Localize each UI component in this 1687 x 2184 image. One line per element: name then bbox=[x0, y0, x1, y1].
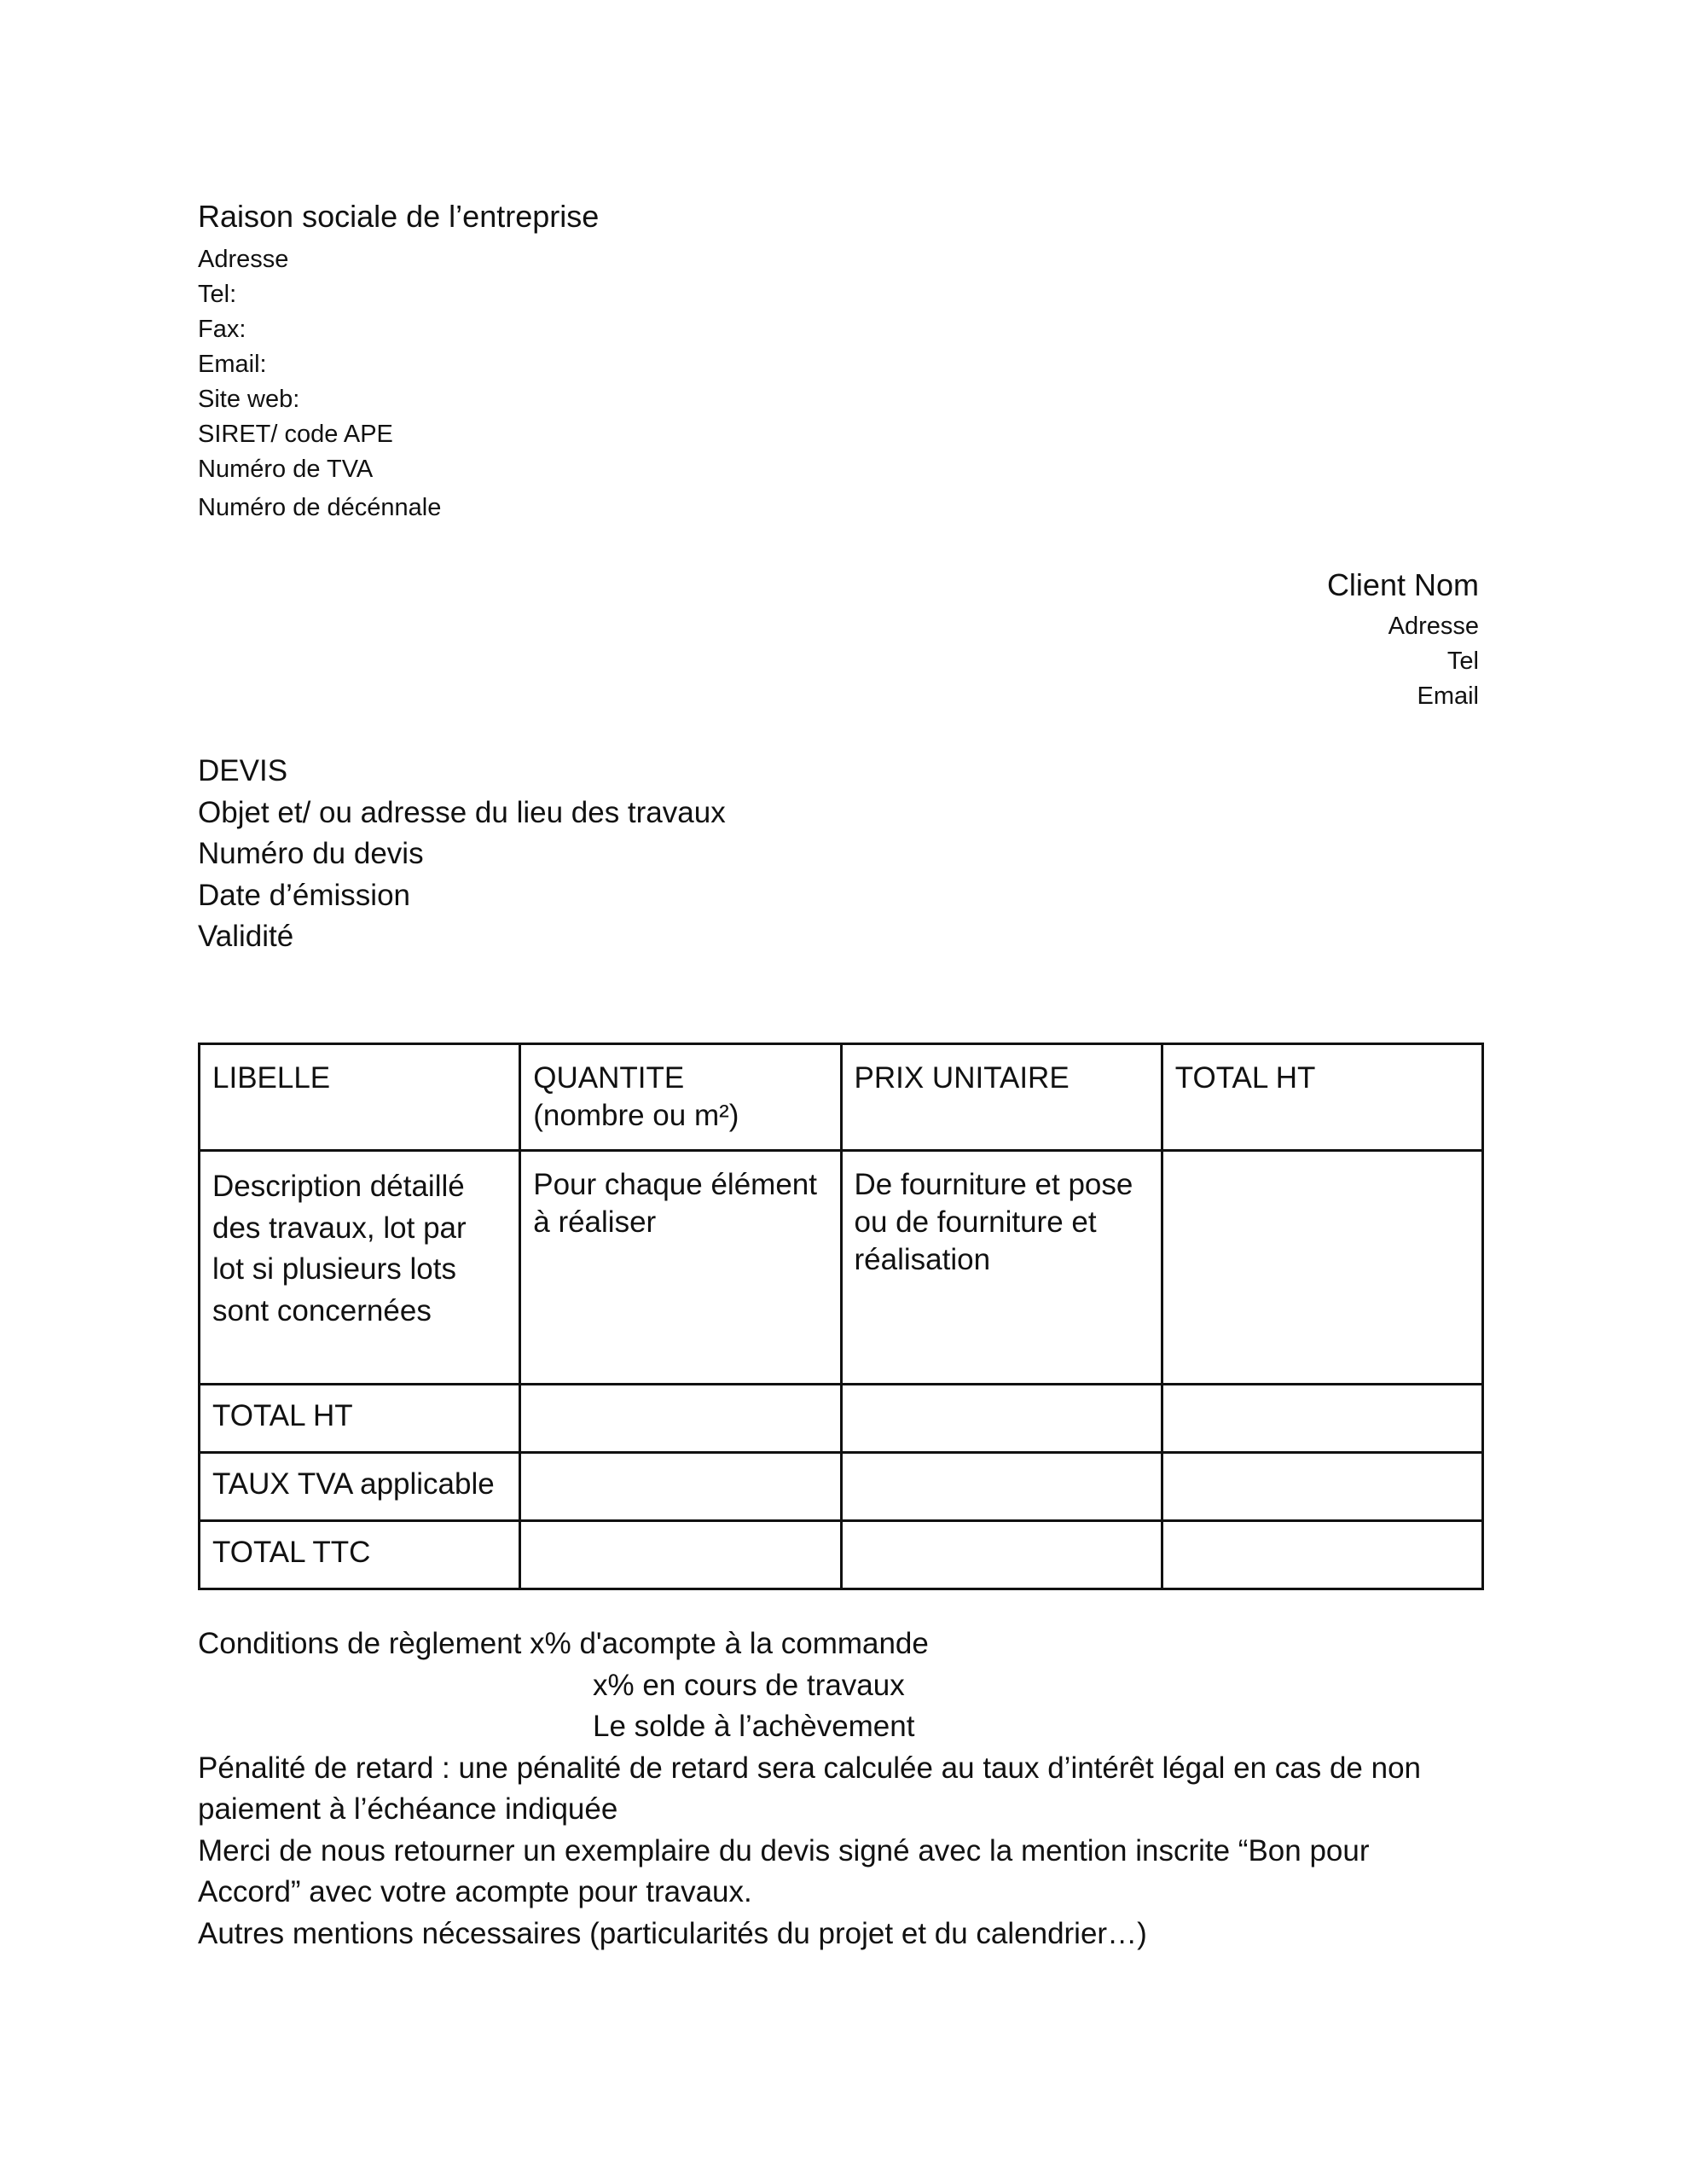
quote-date: Date d’émission bbox=[198, 878, 410, 912]
client-name: Client Nom bbox=[1326, 567, 1479, 602]
cell-empty bbox=[1162, 1385, 1482, 1453]
return-instructions-line: Accord” avec votre acompte pour travaux. bbox=[198, 1875, 752, 1908]
company-website: Site web: bbox=[198, 386, 300, 413]
client-tel: Tel bbox=[1446, 648, 1479, 675]
row-label-total-ttc: TOTAL TTC bbox=[200, 1521, 520, 1589]
cell-description: Description détaillé des travaux, lot par lot si plusieurs lots sont concernées bbox=[200, 1151, 520, 1385]
row-label-vat-rate: TAUX TVA applicable bbox=[200, 1453, 520, 1521]
cell-empty bbox=[520, 1453, 841, 1521]
cell-quantity: Pour chaque élément à réaliser bbox=[520, 1151, 841, 1385]
cell-empty bbox=[841, 1385, 1162, 1453]
payment-terms-line: Conditions de règlement x% d'acompte à la commande bbox=[198, 1627, 929, 1660]
company-siret: SIRET/ code APE bbox=[198, 421, 393, 448]
header-cell-label: LIBELLE bbox=[200, 1044, 520, 1151]
cell-unit-price: De fourniture et pose ou de fourniture et réalisation bbox=[841, 1151, 1162, 1385]
quote-title: DEVIS bbox=[198, 754, 288, 787]
cell-empty bbox=[1162, 1521, 1482, 1589]
cell-empty bbox=[841, 1521, 1162, 1589]
return-instructions-line: Merci de nous retourner un exemplaire du devis signé avec la mention inscrite “Bon pour bbox=[198, 1833, 1370, 1867]
company-fax: Fax: bbox=[198, 316, 246, 343]
payment-terms-line: x% en cours de travaux bbox=[593, 1668, 905, 1702]
table-row-total-ht bbox=[200, 1385, 1483, 1453]
table-row-vat-rate bbox=[200, 1453, 1483, 1521]
company-vat-number: Numéro de TVA bbox=[198, 456, 374, 483]
cell-total bbox=[1162, 1151, 1482, 1385]
quote-validity: Validité bbox=[198, 920, 294, 953]
quote-table bbox=[198, 1043, 1484, 1590]
table-header-row bbox=[200, 1044, 1483, 1151]
company-name: Raison sociale de l’entreprise bbox=[198, 199, 600, 234]
company-address: Adresse bbox=[198, 246, 289, 273]
table-row bbox=[200, 1151, 1483, 1385]
cell-empty bbox=[1162, 1453, 1482, 1521]
client-block bbox=[1327, 565, 1479, 714]
client-address: Adresse bbox=[1388, 613, 1479, 640]
other-mentions-line: Autres mentions nécessaires (particularités du projet et du calendrier…) bbox=[198, 1916, 1147, 1950]
header-cell-unit-price: PRIX UNITAIRE bbox=[841, 1044, 1162, 1151]
cell-empty bbox=[841, 1453, 1162, 1521]
table-row-total-ttc bbox=[200, 1521, 1483, 1589]
company-email: Email: bbox=[198, 351, 267, 378]
quote-info-block bbox=[198, 751, 726, 958]
client-email: Email bbox=[1417, 682, 1479, 710]
cell-empty bbox=[520, 1385, 841, 1453]
header-cell-quantity: QUANTITE (nombre ou m²) bbox=[520, 1044, 841, 1151]
company-tel: Tel: bbox=[198, 281, 237, 308]
row-label-total-ht: TOTAL HT bbox=[200, 1385, 520, 1453]
quote-object: Objet et/ ou adresse du lieu des travaux bbox=[198, 795, 726, 829]
header-cell-total-ht: TOTAL HT bbox=[1162, 1044, 1482, 1151]
cell-empty bbox=[520, 1521, 841, 1589]
quote-number: Numéro du devis bbox=[198, 837, 424, 870]
payment-terms-line: Le solde à l’achèvement bbox=[593, 1710, 915, 1743]
late-penalty-line: Pénalité de retard : une pénalité de retard sera calculée au taux d’intérêt légal en cas de non bbox=[198, 1751, 1422, 1785]
company-decennial-number: Numéro de décénnale bbox=[198, 494, 442, 521]
late-penalty-line: paiement à l’échéance indiquée bbox=[198, 1792, 618, 1826]
company-block bbox=[198, 196, 599, 526]
conditions-block bbox=[198, 1623, 1494, 1955]
